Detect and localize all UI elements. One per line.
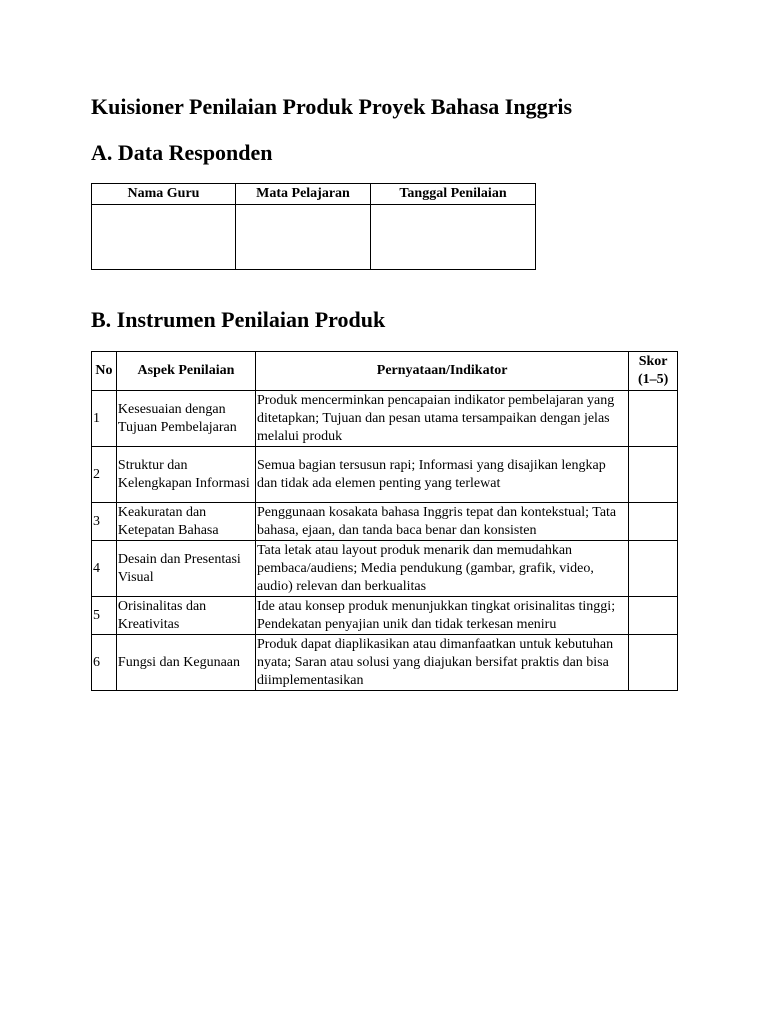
row-aspect: Fungsi dan Kegunaan	[116, 635, 255, 691]
row-indicator: Ide atau konsep produk menunjukkan tingkat orisinalitas tinggi; Pendekatan penyajian unik dan tidak terkesan meniru	[255, 597, 628, 635]
table-row	[92, 635, 678, 691]
respondent-table	[91, 183, 536, 270]
row-number: 1	[92, 391, 117, 447]
row-aspect: Orisinalitas dan Kreativitas	[116, 597, 255, 635]
nama-guru-cell[interactable]	[92, 205, 236, 270]
row-score-cell[interactable]	[629, 503, 678, 541]
row-score-cell[interactable]	[629, 391, 678, 447]
row-number: 5	[92, 597, 117, 635]
instrument-table	[91, 351, 678, 691]
row-number: 3	[92, 503, 117, 541]
row-number: 6	[92, 635, 117, 691]
row-aspect: Kesesuaian dengan Tujuan Pembelajaran	[116, 391, 255, 447]
header-score: Skor (1–5)	[629, 352, 678, 391]
header-aspect: Aspek Penilaian	[116, 352, 255, 391]
row-score-cell[interactable]	[629, 597, 678, 635]
table-row	[92, 541, 678, 597]
row-aspect: Desain dan Presentasi Visual	[116, 541, 255, 597]
row-score-cell[interactable]	[629, 541, 678, 597]
table-row	[92, 597, 678, 635]
respondent-input-row	[92, 205, 536, 270]
header-mata-pelajaran: Mata Pelajaran	[236, 184, 371, 205]
respondent-header-row	[92, 184, 536, 205]
table-row	[92, 503, 678, 541]
row-aspect: Struktur dan Kelengkapan Informasi	[116, 447, 255, 503]
tanggal-penilaian-cell[interactable]	[371, 205, 536, 270]
header-tanggal-penilaian: Tanggal Penilaian	[371, 184, 536, 205]
header-no: No	[92, 352, 117, 391]
row-indicator: Penggunaan kosakata bahasa Inggris tepat dan kontekstual; Tata bahasa, ejaan, dan tanda baca benar dan konsisten	[255, 503, 628, 541]
row-aspect: Keakuratan dan Ketepatan Bahasa	[116, 503, 255, 541]
row-indicator: Tata letak atau layout produk menarik dan memudahkan pembaca/audiens; Media pendukung (gambar, grafik, video, audio) relevan dan berkualitas	[255, 541, 628, 597]
row-score-cell[interactable]	[629, 635, 678, 691]
section-b-title: B. Instrumen Penilaian Produk	[91, 307, 386, 332]
header-indicator: Pernyataan/Indikator	[255, 352, 628, 391]
row-indicator: Produk mencerminkan pencapaian indikator pembelajaran yang ditetapkan; Tujuan dan pesan utama tersampaikan dengan jelas melalui produk	[255, 391, 628, 447]
mata-pelajaran-cell[interactable]	[236, 205, 371, 270]
row-indicator: Semua bagian tersusun rapi; Informasi yang disajikan lengkap dan tidak ada elemen penting yang terlewat	[255, 447, 628, 503]
section-a-title: A. Data Responden	[91, 140, 273, 165]
row-indicator: Produk dapat diaplikasikan atau dimanfaatkan untuk kebutuhan nyata; Saran atau solusi yang diajukan bersifat praktis dan bisa diimplementasikan	[255, 635, 628, 691]
row-score-cell[interactable]	[629, 447, 678, 503]
instrument-header-row	[92, 352, 678, 391]
table-row	[92, 447, 678, 503]
row-number: 2	[92, 447, 117, 503]
header-nama-guru: Nama Guru	[92, 184, 236, 205]
document-title: Kuisioner Penilaian Produk Proyek Bahasa Inggris	[91, 94, 573, 119]
table-row	[92, 391, 678, 447]
row-number: 4	[92, 541, 117, 597]
